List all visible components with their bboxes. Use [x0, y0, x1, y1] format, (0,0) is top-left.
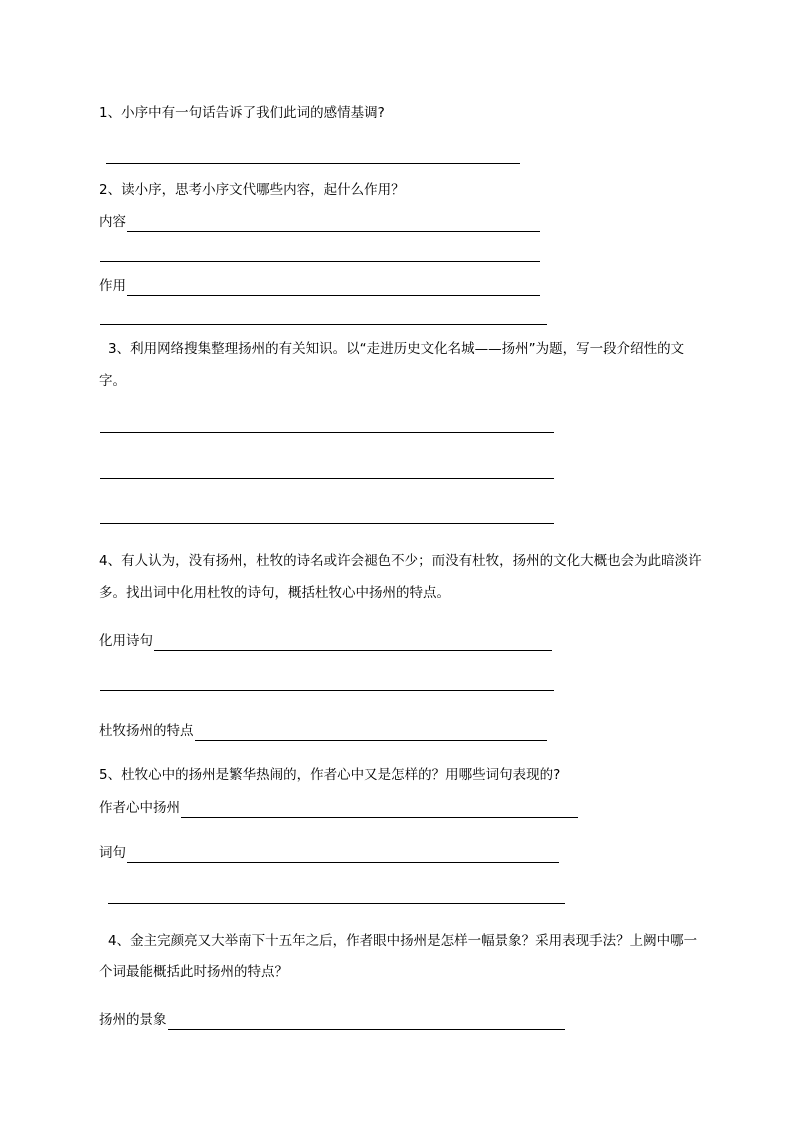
q2-content-answer-line[interactable]: [127, 218, 540, 232]
q4a-feature-row: [99, 721, 547, 741]
answer-line-q1[interactable]: [106, 163, 520, 164]
question-2: 2、读小序，思考小序文代哪些内容，起什么作用？: [99, 182, 405, 198]
q2-effect-answer-line[interactable]: [127, 282, 540, 296]
q4b-scene-label: 扬州的景象: [99, 1012, 167, 1028]
q4a-poem-answer-line-2[interactable]: [100, 690, 554, 691]
question-3-line2: 字。: [99, 373, 126, 389]
q4a-poem-label: 化用诗句: [99, 633, 153, 649]
q4a-poem-answer-line[interactable]: [154, 637, 552, 651]
q4a-poem-row: [99, 631, 552, 651]
question-4a-line2: 多。找出词中化用杜牧的诗句，概括杜牧心中扬州的特点。: [99, 585, 450, 601]
question-5: 5、杜牧心中的扬州是繁华热闹的，作者心中又是怎样的？用哪些词句表现的?: [99, 767, 561, 783]
q2-content-row: [99, 212, 540, 232]
q3-answer-line-2[interactable]: [100, 478, 554, 479]
q2-effect-row: [99, 276, 540, 296]
q4b-scene-row: [99, 1010, 565, 1030]
q2-content-answer-line-2[interactable]: [100, 261, 540, 262]
q5-phrase-row: [99, 843, 559, 863]
question-1: 1、小序中有一句话告诉了我们此词的感情基调?: [99, 105, 385, 121]
question-3-line1: 3、利用网络搜集整理扬州的有关知识。以“走进历史文化名城——扬州”为题，写一段介绍性的文: [108, 341, 685, 357]
q5-phrase-label: 词句: [99, 845, 126, 861]
q5-author-row: [99, 798, 578, 818]
q5-author-answer-line[interactable]: [181, 804, 578, 818]
q3-answer-line-1[interactable]: [100, 432, 554, 433]
q4a-feature-label: 杜牧扬州的特点: [99, 723, 194, 739]
q4a-feature-answer-line[interactable]: [195, 727, 547, 741]
q5-phrase-answer-line[interactable]: [127, 849, 559, 863]
q4b-scene-answer-line[interactable]: [168, 1016, 565, 1030]
q5-phrase-answer-line-2[interactable]: [108, 903, 565, 904]
q2-effect-answer-line-2[interactable]: [100, 324, 547, 325]
question-4b-line2: 个词最能概括此时扬州的特点？: [99, 964, 288, 980]
q2-content-label: 内容: [99, 214, 126, 230]
question-4b-line1: 4、金主完颜亮又大举南下十五年之后，作者眼中扬州是怎样一幅景象？采用表现手法？上阙中哪一: [108, 933, 698, 949]
q3-answer-line-3[interactable]: [100, 523, 554, 524]
q2-effect-label: 作用: [99, 278, 126, 294]
question-4a-line1: 4、有人认为，没有扬州，杜牧的诗名或许会褪色不少；而没有杜牧，扬州的文化大概也会为此暗淡许: [99, 553, 702, 569]
q5-author-label: 作者心中扬州: [99, 800, 180, 816]
